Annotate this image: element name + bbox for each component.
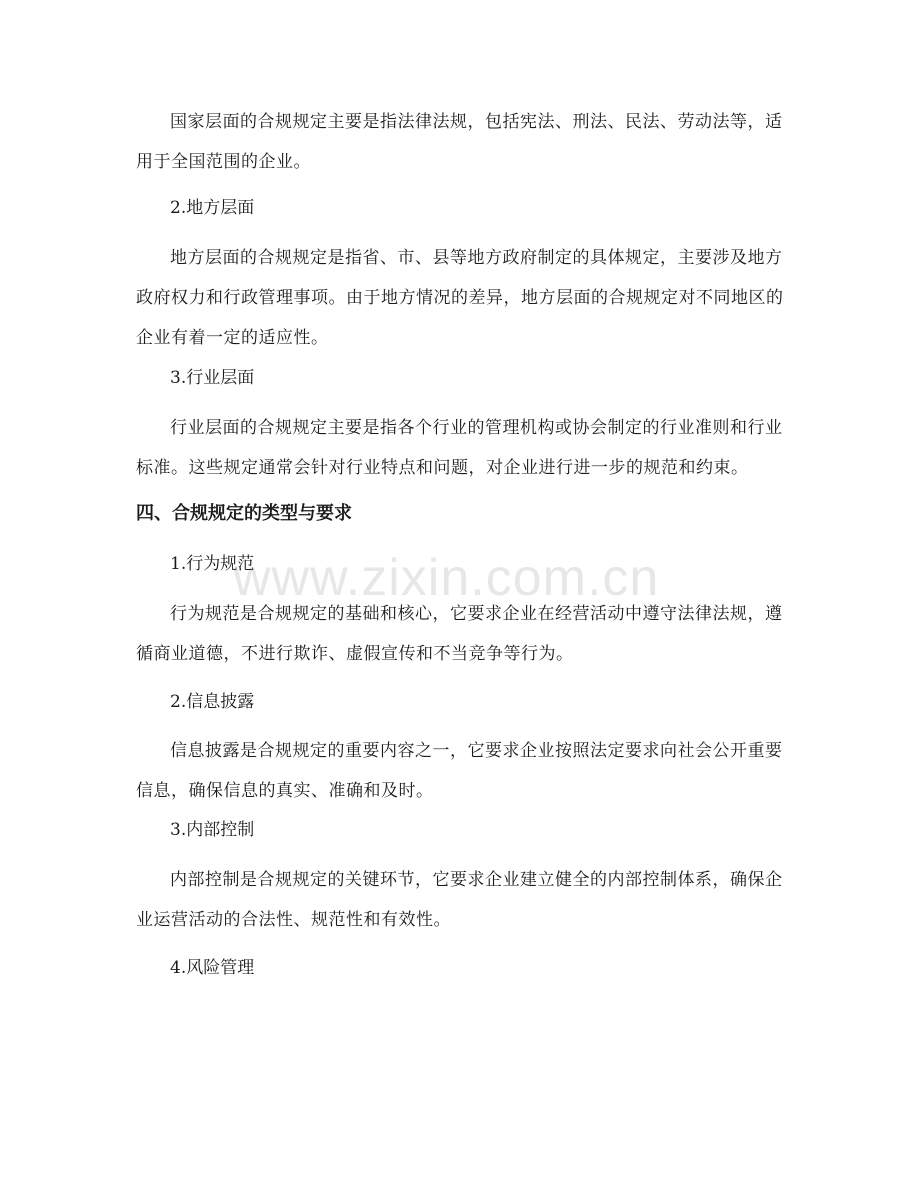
paragraph-local-level: 地方层面的合规规定是指省、市、县等地方政府制定的具体规定，主要涉及地方政府权力和行政管理事项。由于地方情况的差异，地方层面的合规规定对不同地区的企业有着一定的适应性。: [136, 248, 784, 348]
subheading-internal-control: 3.内部控制: [170, 820, 255, 840]
paragraph-disclosure: 信息披露是合规规定的重要内容之一，它要求企业按照法定要求向社会公开重要信息，确保信息的真实、准确和及时。: [136, 741, 783, 801]
section-heading-types-requirements: 四、合规规定的类型与要求: [136, 503, 352, 524]
subheading-risk-management: 4.风险管理: [170, 958, 255, 978]
paragraph-national-level: 国家层面的合规规定主要是指法律法规，包括宪法、刑法、民法、劳动法等，适用于全国范围的企业。: [136, 112, 783, 172]
subheading-industry-level: 3.行业层面: [170, 368, 255, 388]
subheading-conduct-norms: 1.行为规范: [170, 554, 255, 574]
paragraph-internal-control: 内部控制是合规规定的关键环节，它要求企业建立健全的内部控制体系，确保企业运营活动的合法性、规范性和有效性。: [136, 870, 783, 930]
paragraph-conduct-norms: 行为规范是合规规定的基础和核心，它要求企业在经营活动中遵守法律法规，遵循商业道德，不进行欺诈、虚假宣传和不当竞争等行为。: [136, 604, 783, 664]
subheading-local-level: 2.地方层面: [170, 198, 255, 218]
paragraph-industry-level: 行业层面的合规规定主要是指各个行业的管理机构或协会制定的行业准则和行业标准。这些规定通常会针对行业特点和问题，对企业进行进一步的规范和约束。: [136, 418, 783, 478]
subheading-disclosure: 2.信息披露: [170, 692, 255, 712]
watermark-text: www.zixin.com.cn: [233, 549, 660, 607]
